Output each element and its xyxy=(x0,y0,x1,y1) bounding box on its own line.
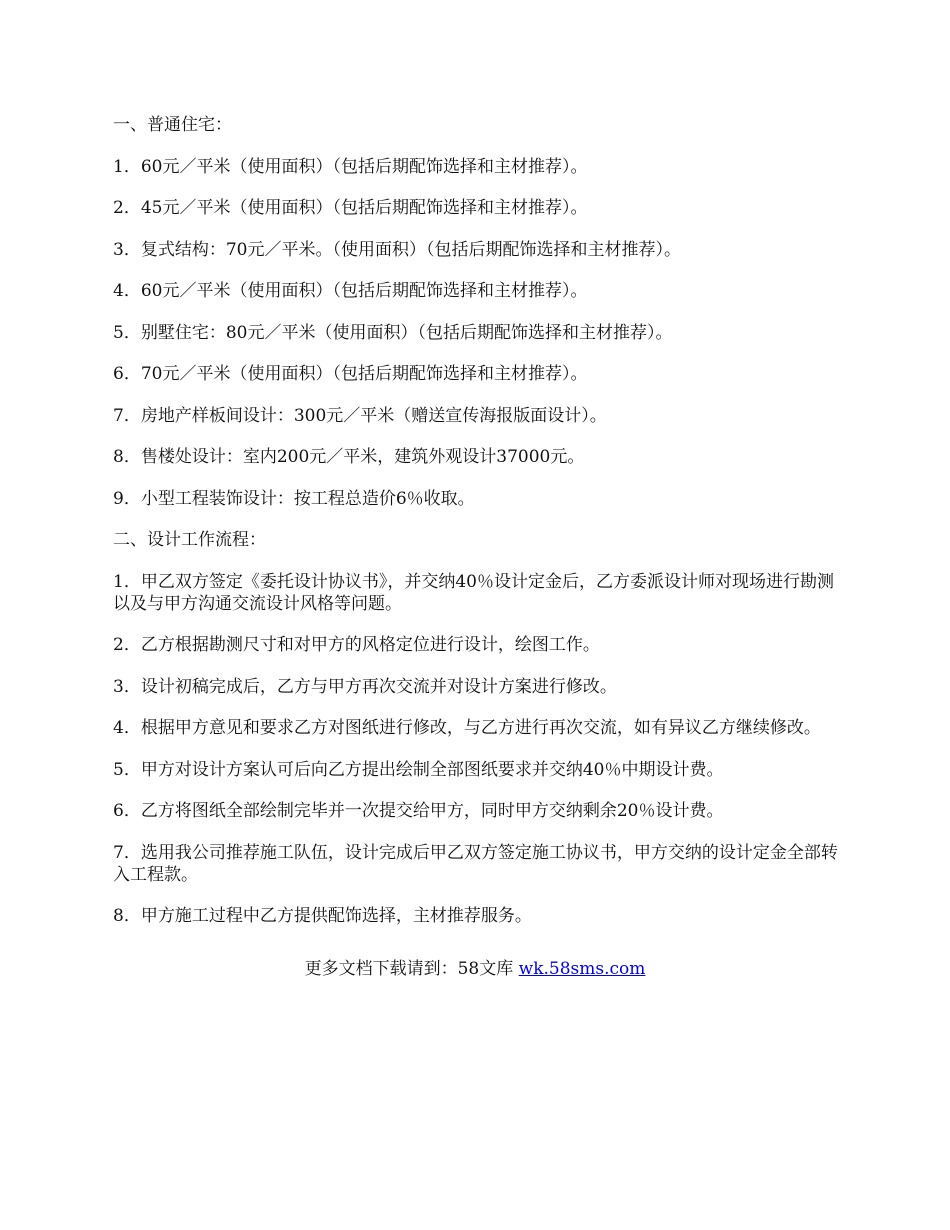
list-item: 2．45元／平米（使用面积）（包括后期配饰选择和主材推荐）。 xyxy=(113,198,588,218)
list-item: 6．70元／平米（使用面积）（包括后期配饰选择和主材推荐）。 xyxy=(113,364,588,384)
section-heading-residential: 一、普通住宅： xyxy=(113,115,232,135)
list-item: 8．售楼处设计：室内200元／平米，建筑外观设计37000元。 xyxy=(113,447,585,467)
list-item: 3．设计初稿完成后，乙方与甲方再次交流并对设计方案进行修改。 xyxy=(113,676,617,697)
section-heading-workflow: 二、设计工作流程： xyxy=(113,530,266,550)
list-item: 1．甲乙双方签定《委托设计协议书》，并交纳40％设计定金后，乙方委派设计师对现场进行勘测以及与甲方沟通交流设计风格等问题。 xyxy=(113,571,834,614)
footer-text: 更多文档下载请到：58文库 xyxy=(304,959,519,979)
document-body xyxy=(113,114,843,947)
list-item: 4．60元／平米（使用面积）（包括后期配饰选择和主材推荐）。 xyxy=(113,281,588,301)
list-item: 2．乙方根据勘测尺寸和对甲方的风格定位进行设计，绘图工作。 xyxy=(113,635,600,655)
list-item: 6．乙方将图纸全部绘制完毕并一次提交给甲方，同时甲方交纳剩余20％设计费。 xyxy=(113,801,724,821)
list-item: 1．60元／平米（使用面积）（包括后期配饰选择和主材推荐）。 xyxy=(113,156,588,177)
list-item: 5．甲方对设计方案认可后向乙方提出绘制全部图纸要求并交纳40％中期设计费。 xyxy=(113,759,724,780)
list-item: 8．甲方施工过程中乙方提供配饰选择，主材推荐服务。 xyxy=(113,906,532,926)
footer xyxy=(0,958,950,980)
list-item: 9．小型工程装饰设计：按工程总造价6％收取。 xyxy=(113,488,475,509)
list-item: 5．别墅住宅：80元／平米（使用面积）（包括后期配饰选择和主材推荐）。 xyxy=(113,322,673,343)
list-item: 4．根据甲方意见和要求乙方对图纸进行修改，与乙方进行再次交流，如有异议乙方继续修改。 xyxy=(113,718,821,738)
list-item: 3．复式结构：70元／平米。（使用面积）（包括后期配饰选择和主材推荐）。 xyxy=(113,239,681,260)
footer-link[interactable]: wk.58sms.com xyxy=(518,959,646,979)
list-item: 7．选用我公司推荐施工队伍，设计完成后甲乙双方签定施工协议书，甲方交纳的设计定金全部转入工程款。 xyxy=(113,842,838,885)
list-item: 7．房地产样板间设计：300元／平米（赠送宣传海报版面设计）。 xyxy=(113,405,607,426)
